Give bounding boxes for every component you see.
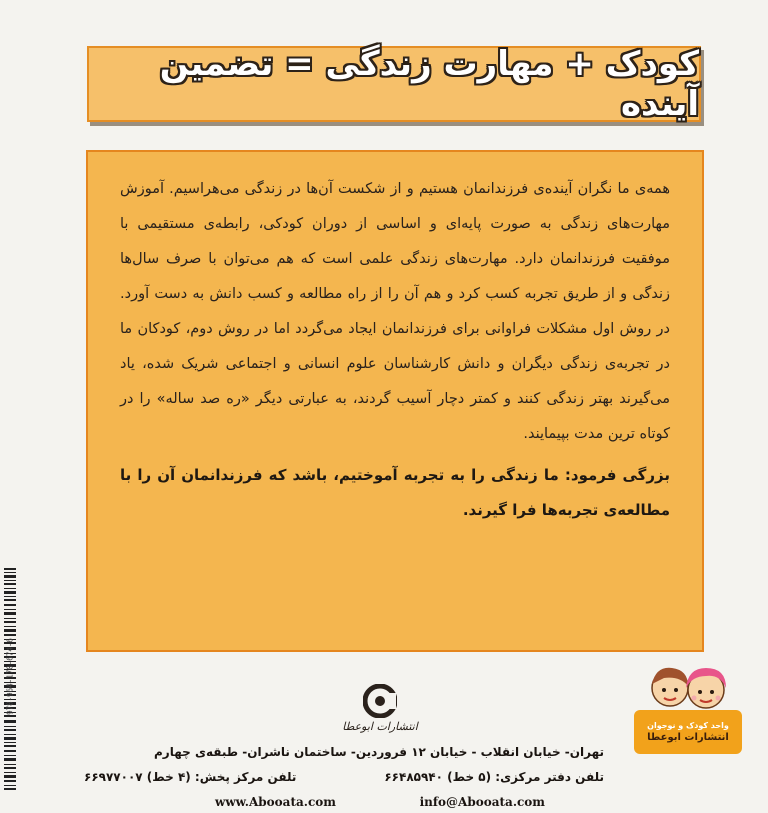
publisher-logo-text: انتشارات ابوعطا — [342, 720, 418, 733]
book-slogan-title: کودک + مهارت زندگی = تضمین آینده — [159, 44, 699, 124]
title-banner — [87, 46, 701, 122]
phone-row — [84, 770, 604, 784]
website-link[interactable]: www.Abooata.com — [215, 795, 336, 809]
publisher-logo — [335, 684, 425, 740]
quote-paragraph: بزرگی فرمود: ما زندگی را به تجربه آموختیم، باشد که فرزندانمان آن را با مطالعه‌ی تجربه‌ها فرا گیرند. — [120, 466, 670, 519]
office-phone: تلفن دفتر مرکزی: (۵ خط) ۶۶۴۸۵۹۴۰ — [384, 770, 604, 784]
email-link[interactable]: info@Abooata.com — [419, 795, 545, 809]
kids-imprint-badge — [634, 660, 742, 762]
description-box — [86, 150, 704, 652]
badge-line-2: انتشارات ابوعطا — [647, 732, 729, 743]
description-paragraph: همه‌ی ما نگران آینده‌ی فرزندانمان هستیم و از شکست آن‌ها در زندگی می‌هراسیم. آموزش مهارت‌های زندگی به صورت پایه‌ای و اساسی از دوران کودکی، رابطه‌ی مستقیمی با موفقیت فرزندانمان دارد. مهارت‌های زندگی علمی است که هم می‌توان با صرف سال‌ها زندگی و از طریق تجربه کسب کرد و هم آن را از راه مطالعه و کسب دانش به دست آورد. در روش اول مشکلات فراوانی برای فرزندانمان ایجاد می‌گردد اما در روش دوم، کودکان ما در تجربه‌ی زندگی دیگران و دانش کارشناسان علوم انسانی و اجتماعی شریک شده، یاد می‌گیرند بهتر زندگی کنند و کمتر دچار آسیب گردند، به عبارتی دیگر «ره صد ساله» را در کوتاه ترین مدت بپیمایند. — [120, 181, 670, 442]
badge-label — [634, 710, 742, 754]
publisher-logo-icon — [363, 684, 397, 718]
distribution-phone: تلفن مرکز پخش: (۴ خط) ۶۶۹۷۷۰۰۷ — [84, 770, 297, 784]
badge-line-1: واحد کودک و نوجوان — [647, 721, 729, 730]
barcode — [4, 568, 16, 790]
publisher-address: تهران- خیابان انقلاب - خیابان ۱۲ فروردین- ساختمان ناشران- طبقه‌ی چهارم — [154, 745, 604, 759]
isbn-text: 978-964-170-674-6 — [5, 638, 15, 715]
web-row — [215, 795, 545, 809]
